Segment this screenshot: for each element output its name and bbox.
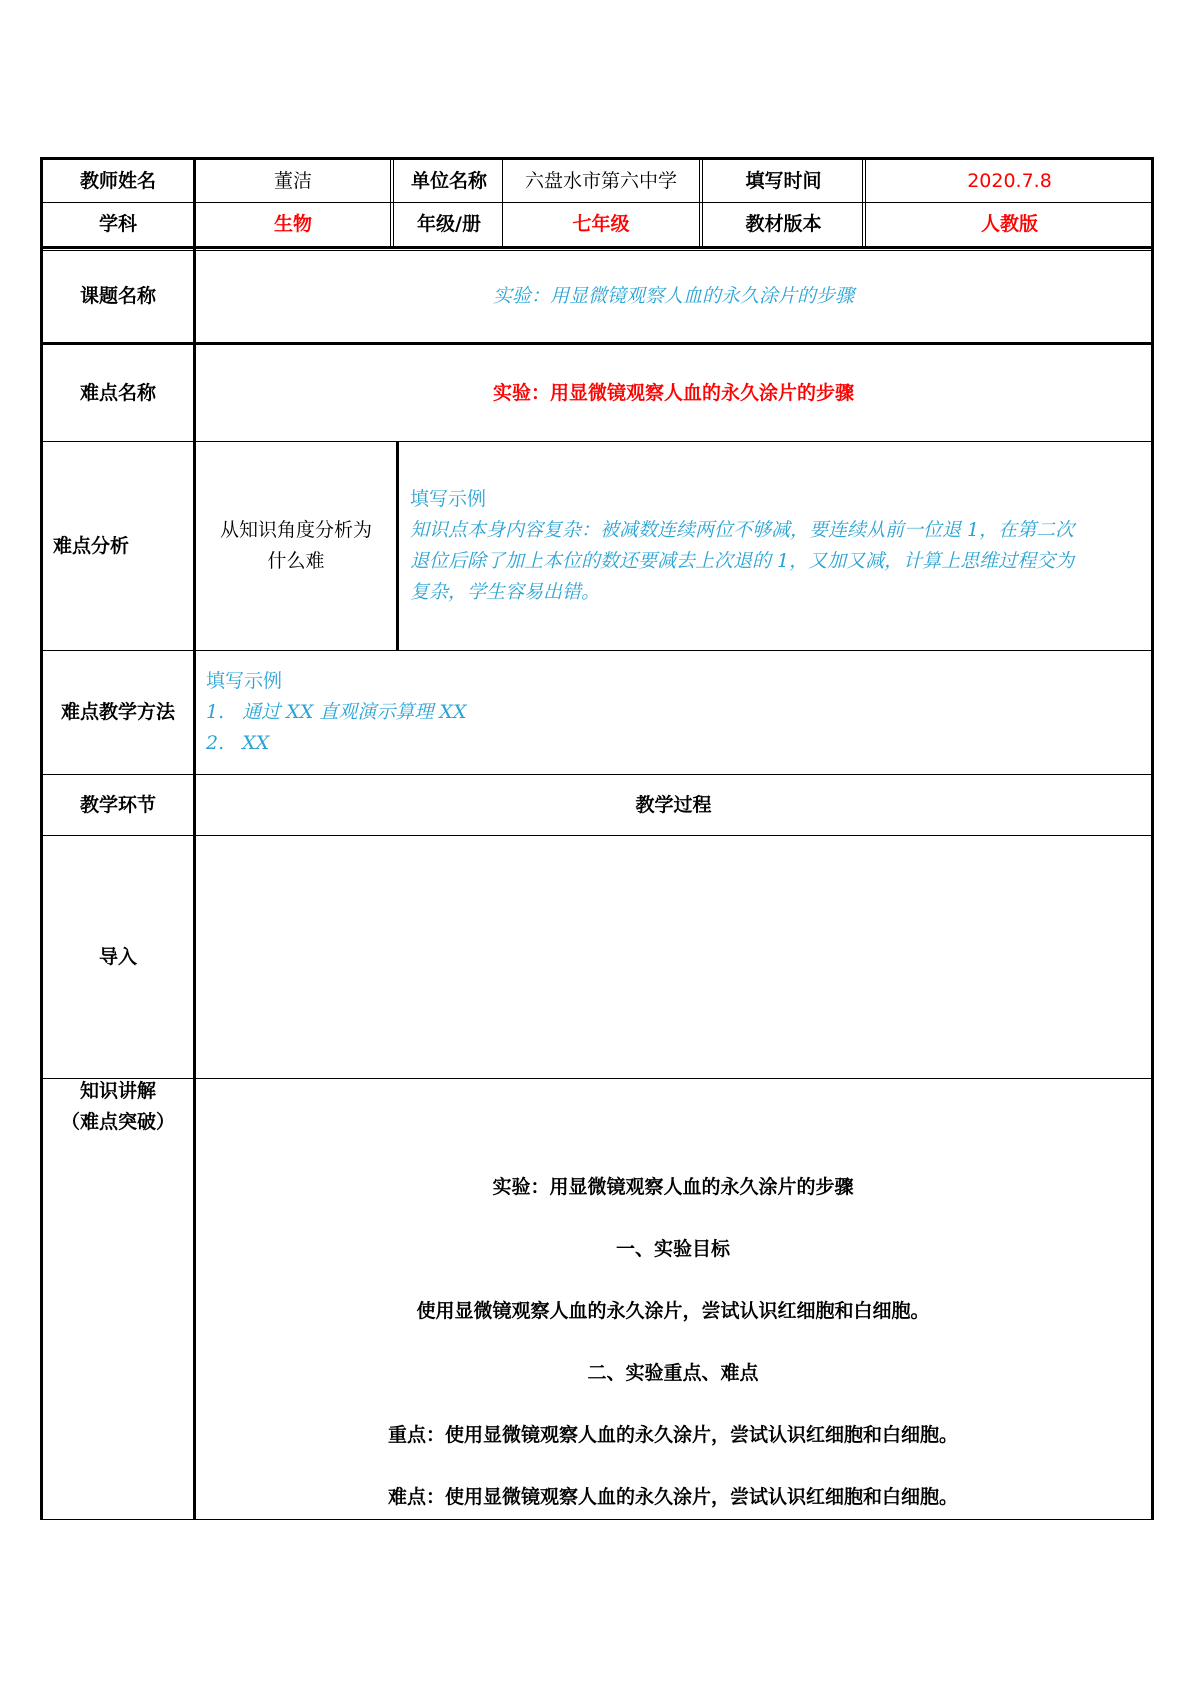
knowledge-section-heading: 一、实验目标: [615, 1238, 730, 1260]
knowledge-section-heading: 二、实验重点、难点: [587, 1362, 759, 1384]
teaching-stage-header: 教学环节: [79, 793, 156, 816]
subject-value: 生物: [273, 213, 312, 236]
method-example-title: 填写示例: [206, 670, 283, 692]
knowledge-paragraph: 难点：使用显微镜观察人血的永久涂片，尝试认识红细胞和白细胞。: [387, 1486, 958, 1508]
column-divider: [702, 157, 703, 247]
analysis-example: [410, 484, 1150, 608]
knowledge-label-line: 知识讲解: [79, 1080, 156, 1102]
difficulty-label: 难点名称: [79, 381, 156, 404]
analysis-example-line: 退位后除了加上本位的数还要减去上次退的 1，又加又减，计算上思维过程交为: [410, 550, 1075, 572]
unit-name-label: 单位名称: [410, 169, 487, 192]
intro-label: 导入: [98, 945, 137, 968]
row-divider: [40, 650, 1153, 651]
topic-label: 课题名称: [79, 285, 156, 308]
method-item: 2. XX: [206, 732, 270, 754]
analysis-sub-label-line: 什么难: [267, 550, 325, 572]
unit-name-value: 六盘水市第六中学: [524, 169, 677, 192]
grade-value: 七年级: [572, 213, 630, 236]
row-divider: [40, 835, 1153, 836]
method-label: 难点教学方法: [60, 701, 175, 724]
teaching-process-header: 教学过程: [635, 793, 712, 816]
analysis-sub-label-line: 从知识角度分析为: [219, 519, 372, 541]
row-divider: [40, 1078, 1153, 1079]
topic-value: 实验：用显微镜观察人血的永久涂片的步骤: [492, 285, 854, 308]
analysis-label: 难点分析: [53, 534, 130, 557]
teacher-name-value: 董洁: [273, 169, 312, 192]
analysis-example-line: 知识点本身内容复杂：被减数连续两位不够减，要连续从前一位退 1，在第二次: [410, 519, 1075, 541]
knowledge-label: [43, 1076, 193, 1138]
row-divider: [40, 441, 1153, 442]
grade-label: 年级/册: [417, 213, 481, 236]
method-example: [206, 666, 1146, 759]
knowledge-paragraph: 重点：使用显微镜观察人血的永久涂片，尝试认识红细胞和白细胞。: [387, 1424, 958, 1446]
knowledge-label-line: （难点突破）: [60, 1111, 175, 1133]
column-divider: [396, 441, 399, 651]
method-item: 1. 通过 XX 直观演示算理 XX: [206, 701, 467, 723]
column-divider: [390, 157, 391, 247]
column-divider: [862, 157, 863, 247]
column-divider: [699, 157, 700, 247]
edition-label: 教材版本: [745, 213, 822, 236]
analysis-example-line: 复杂，学生容易出错。: [410, 581, 601, 603]
analysis-sub-label: [196, 515, 396, 577]
fill-date-value: 2020.7.8: [967, 169, 1052, 192]
teacher-name-label: 教师姓名: [79, 169, 156, 192]
table-border-right: [1151, 157, 1154, 1520]
knowledge-title: 实验：用显微镜观察人血的永久涂片的步骤: [492, 1176, 854, 1198]
analysis-example-title: 填写示例: [410, 488, 487, 510]
row-divider: [40, 246, 1153, 249]
table-border-bottom: [40, 1519, 1153, 1520]
column-divider: [865, 157, 866, 247]
difficulty-value: 实验：用显微镜观察人血的永久涂片的步骤: [492, 381, 854, 404]
fill-date-label: 填写时间: [745, 169, 822, 192]
column-divider: [393, 157, 394, 247]
subject-label: 学科: [98, 213, 137, 236]
knowledge-paragraph: 使用显微镜观察人血的永久涂片，尝试认识红细胞和白细胞。: [416, 1300, 930, 1322]
edition-value: 人教版: [980, 213, 1038, 236]
